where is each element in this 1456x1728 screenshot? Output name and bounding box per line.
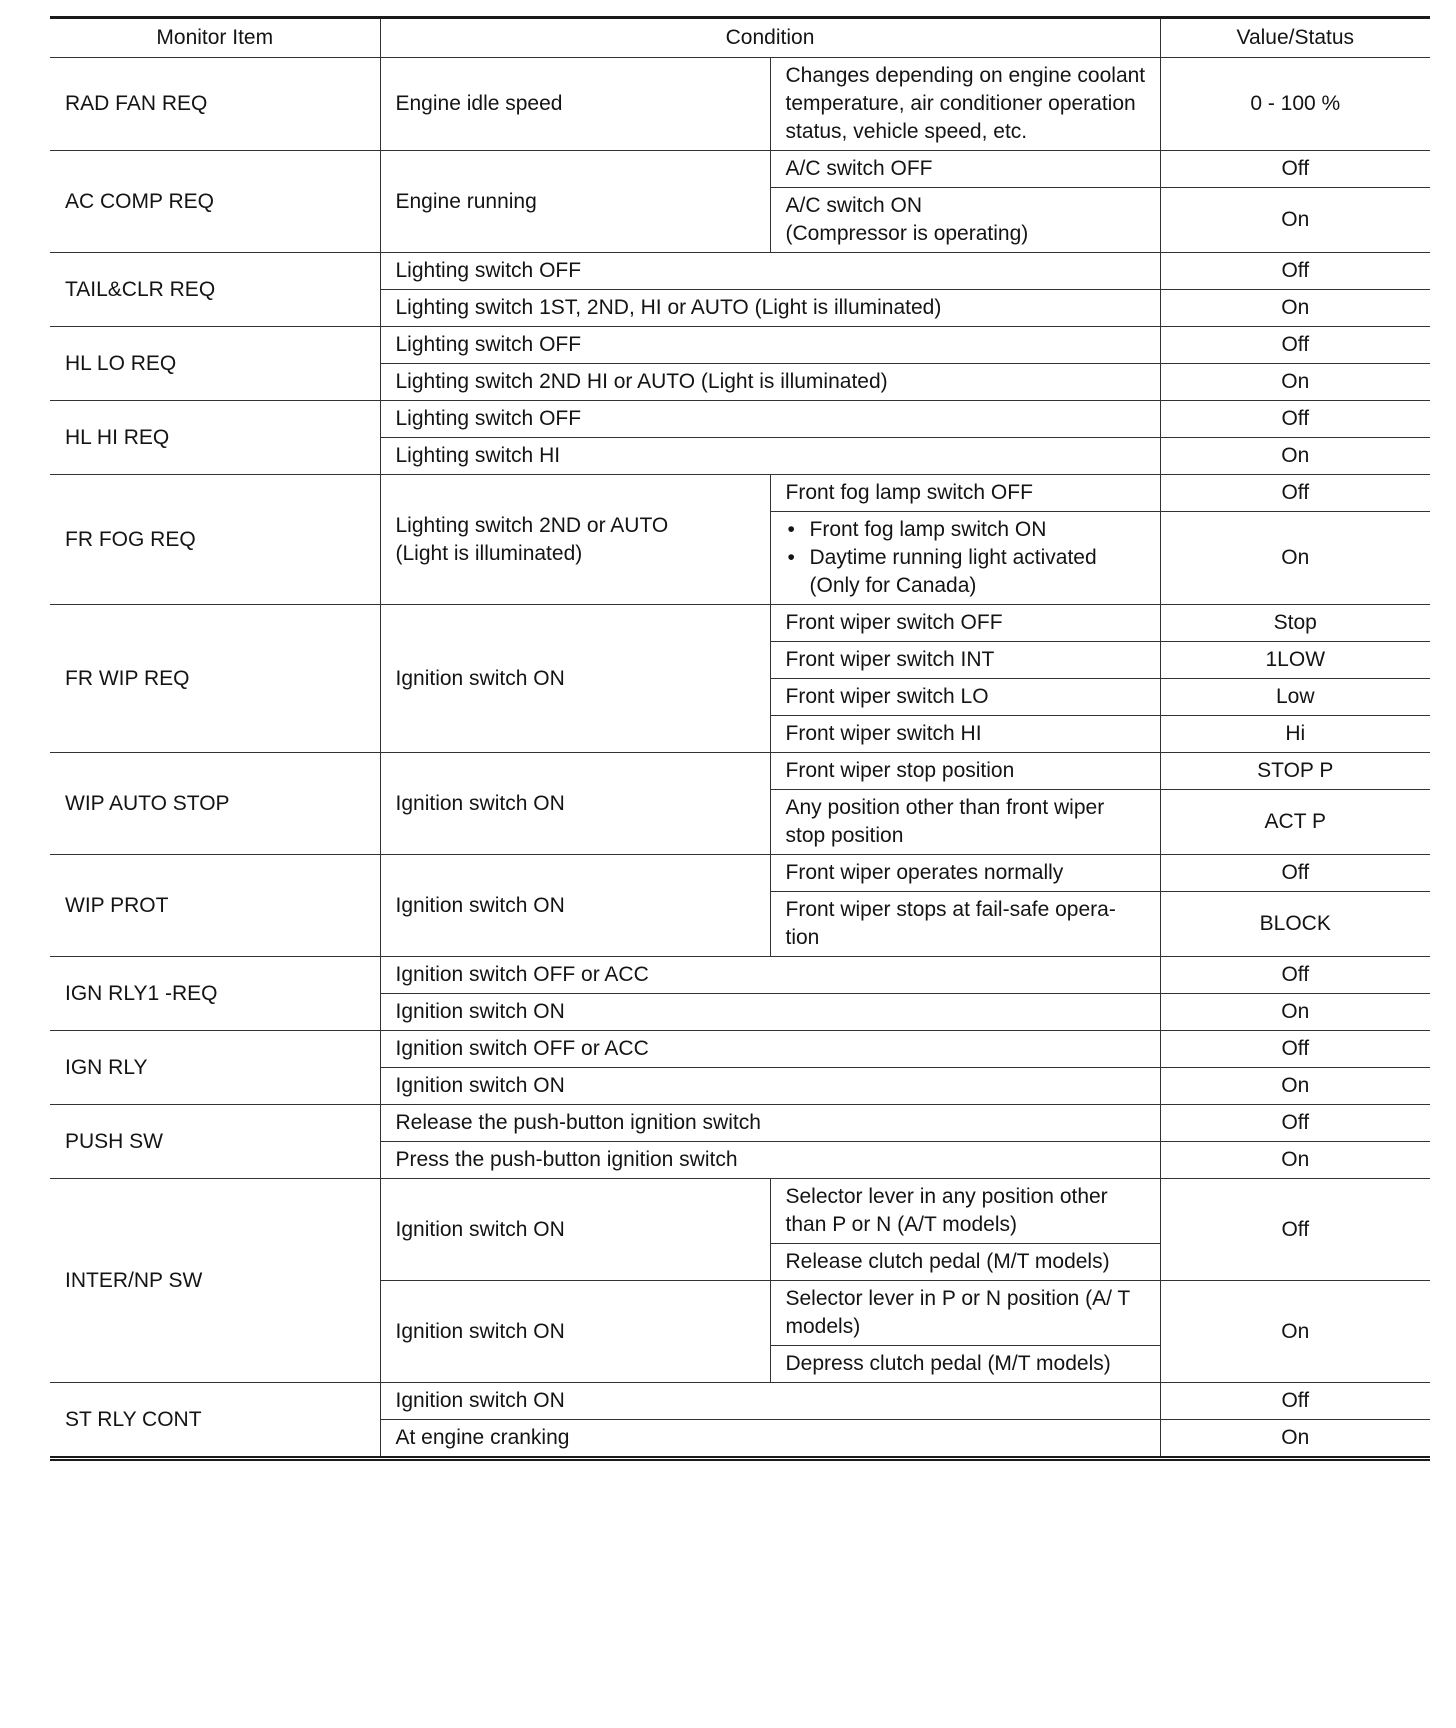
- condition-cell: Engine idle speed: [380, 58, 770, 151]
- monitor-item-cell: RAD FAN REQ: [50, 58, 380, 151]
- monitor-table-container: [50, 16, 1430, 1461]
- sub-condition-cell: Depress clutch pedal (M/T models): [770, 1346, 1160, 1383]
- monitor-item-cell: FR FOG REQ: [50, 475, 380, 605]
- sub-condition-cell: Front wiper operates normally: [770, 855, 1160, 892]
- table-row: [50, 753, 1430, 790]
- monitor-item-cell: WIP PROT: [50, 855, 380, 957]
- condition-cell: Ignition switch ON: [380, 855, 770, 957]
- condition-cell: Release the push-button ignition switch: [380, 1105, 1160, 1142]
- value-cell: 1LOW: [1160, 642, 1430, 679]
- value-cell: Off: [1160, 327, 1430, 364]
- table-row: [50, 401, 1430, 438]
- sub-condition-cell: Release clutch pedal (M/T models): [770, 1244, 1160, 1281]
- condition-cell: Lighting switch HI: [380, 438, 1160, 475]
- value-cell: On: [1160, 1281, 1430, 1383]
- condition-cell: Ignition switch ON: [380, 753, 770, 855]
- sub-condition-cell: Front fog lamp switch OFF: [770, 475, 1160, 512]
- condition-cell: Ignition switch ON: [380, 1383, 1160, 1420]
- sub-condition-cell: Front wiper stops at fail-safe opera-tion: [770, 892, 1160, 957]
- table-row: [50, 1179, 1430, 1244]
- value-cell: Off: [1160, 957, 1430, 994]
- value-cell: Off: [1160, 1105, 1430, 1142]
- value-cell: On: [1160, 1068, 1430, 1105]
- table-row: [50, 605, 1430, 642]
- sub-condition-cell: [770, 188, 1160, 253]
- bullet-item: • Daytime running light activated (Only for Canada): [786, 544, 1145, 600]
- sub-condition-line: (Compressor is operating): [785, 222, 1029, 245]
- value-cell: Hi: [1160, 716, 1430, 753]
- monitor-item-cell: ST RLY CONT: [50, 1383, 380, 1459]
- sub-condition-cell: Front wiper stop position: [770, 753, 1160, 790]
- sub-condition-cell: A/C switch OFF: [770, 151, 1160, 188]
- sub-condition-cell: Front wiper switch HI: [770, 716, 1160, 753]
- value-cell: Off: [1160, 151, 1430, 188]
- sub-condition-cell: Front wiper switch LO: [770, 679, 1160, 716]
- condition-cell: Lighting switch OFF: [380, 253, 1160, 290]
- monitor-item-cell: PUSH SW: [50, 1105, 380, 1179]
- value-cell: Off: [1160, 855, 1430, 892]
- value-cell: Off: [1160, 401, 1430, 438]
- sub-condition-cell: [770, 512, 1160, 605]
- value-cell: Off: [1160, 253, 1430, 290]
- value-cell: On: [1160, 512, 1430, 605]
- monitor-item-cell: TAIL&CLR REQ: [50, 253, 380, 327]
- value-cell: BLOCK: [1160, 892, 1430, 957]
- monitor-item-cell: FR WIP REQ: [50, 605, 380, 753]
- table-row: [50, 253, 1430, 290]
- condition-cell: Ignition switch ON: [380, 1281, 770, 1383]
- sub-condition-cell: Front wiper switch INT: [770, 642, 1160, 679]
- condition-cell: Ignition switch ON: [380, 1179, 770, 1281]
- table-row: [50, 327, 1430, 364]
- value-cell: Off: [1160, 1383, 1430, 1420]
- table-row: [50, 1383, 1430, 1420]
- value-cell: On: [1160, 994, 1430, 1031]
- condition-cell: Ignition switch ON: [380, 994, 1160, 1031]
- condition-cell: Lighting switch 2ND or AUTO (Light is illuminated): [380, 475, 770, 605]
- value-cell: On: [1160, 1142, 1430, 1179]
- value-cell: On: [1160, 438, 1430, 475]
- value-cell: On: [1160, 188, 1430, 253]
- table-row: [50, 475, 1430, 512]
- monitor-item-cell: WIP AUTO STOP: [50, 753, 380, 855]
- sub-condition-line: A/C switch ON: [785, 194, 923, 217]
- value-cell: Stop: [1160, 605, 1430, 642]
- header-row: [50, 18, 1430, 58]
- condition-cell: Press the push-button ignition switch: [380, 1142, 1160, 1179]
- monitor-item-cell: HL HI REQ: [50, 401, 380, 475]
- value-cell: On: [1160, 364, 1430, 401]
- table-row: [50, 58, 1430, 151]
- condition-cell: Lighting switch 1ST, 2ND, HI or AUTO (Light is illuminated): [380, 290, 1160, 327]
- condition-cell: Lighting switch OFF: [380, 401, 1160, 438]
- monitor-item-cell: HL LO REQ: [50, 327, 380, 401]
- bullet-item: • Front fog lamp switch ON: [786, 516, 1145, 544]
- sub-condition-cell: Selector lever in P or N position (A/ T models): [770, 1281, 1160, 1346]
- table-row: [50, 151, 1430, 188]
- value-cell: Low: [1160, 679, 1430, 716]
- table-row: [50, 1105, 1430, 1142]
- monitor-item-cell: INTER/NP SW: [50, 1179, 380, 1383]
- value-cell: Off: [1160, 475, 1430, 512]
- monitor-item-cell: IGN RLY1 -REQ: [50, 957, 380, 1031]
- monitor-item-cell: AC COMP REQ: [50, 151, 380, 253]
- condition-cell: Lighting switch 2ND HI or AUTO (Light is illuminated): [380, 364, 1160, 401]
- header-monitor-item: Monitor Item: [50, 18, 380, 58]
- condition-cell: At engine cranking: [380, 1420, 1160, 1459]
- condition-cell: Ignition switch ON: [380, 1068, 1160, 1105]
- table-row: [50, 957, 1430, 994]
- header-value-status: Value/Status: [1160, 18, 1430, 58]
- condition-cell: Ignition switch OFF or ACC: [380, 957, 1160, 994]
- value-cell: On: [1160, 1420, 1430, 1459]
- table-row: [50, 855, 1430, 892]
- condition-cell: Ignition switch ON: [380, 605, 770, 753]
- sub-condition-cell: Changes depending on engine coolant temperature, air conditioner operation status, vehicle speed, etc.: [770, 58, 1160, 151]
- condition-cell: Engine running: [380, 151, 770, 253]
- monitor-table: [50, 16, 1430, 1461]
- header-condition: Condition: [380, 18, 1160, 58]
- condition-cell: Lighting switch OFF: [380, 327, 1160, 364]
- value-cell: 0 - 100 %: [1160, 58, 1430, 151]
- value-cell: ACT P: [1160, 790, 1430, 855]
- value-cell: STOP P: [1160, 753, 1430, 790]
- sub-condition-cell: Any position other than front wiper stop position: [770, 790, 1160, 855]
- monitor-item-cell: IGN RLY: [50, 1031, 380, 1105]
- value-cell: On: [1160, 290, 1430, 327]
- value-cell: Off: [1160, 1179, 1430, 1281]
- value-cell: Off: [1160, 1031, 1430, 1068]
- condition-cell: Ignition switch OFF or ACC: [380, 1031, 1160, 1068]
- bullet-list: [786, 516, 1145, 600]
- table-row: [50, 1031, 1430, 1068]
- sub-condition-cell: Selector lever in any position other than P or N (A/T models): [770, 1179, 1160, 1244]
- sub-condition-cell: Front wiper switch OFF: [770, 605, 1160, 642]
